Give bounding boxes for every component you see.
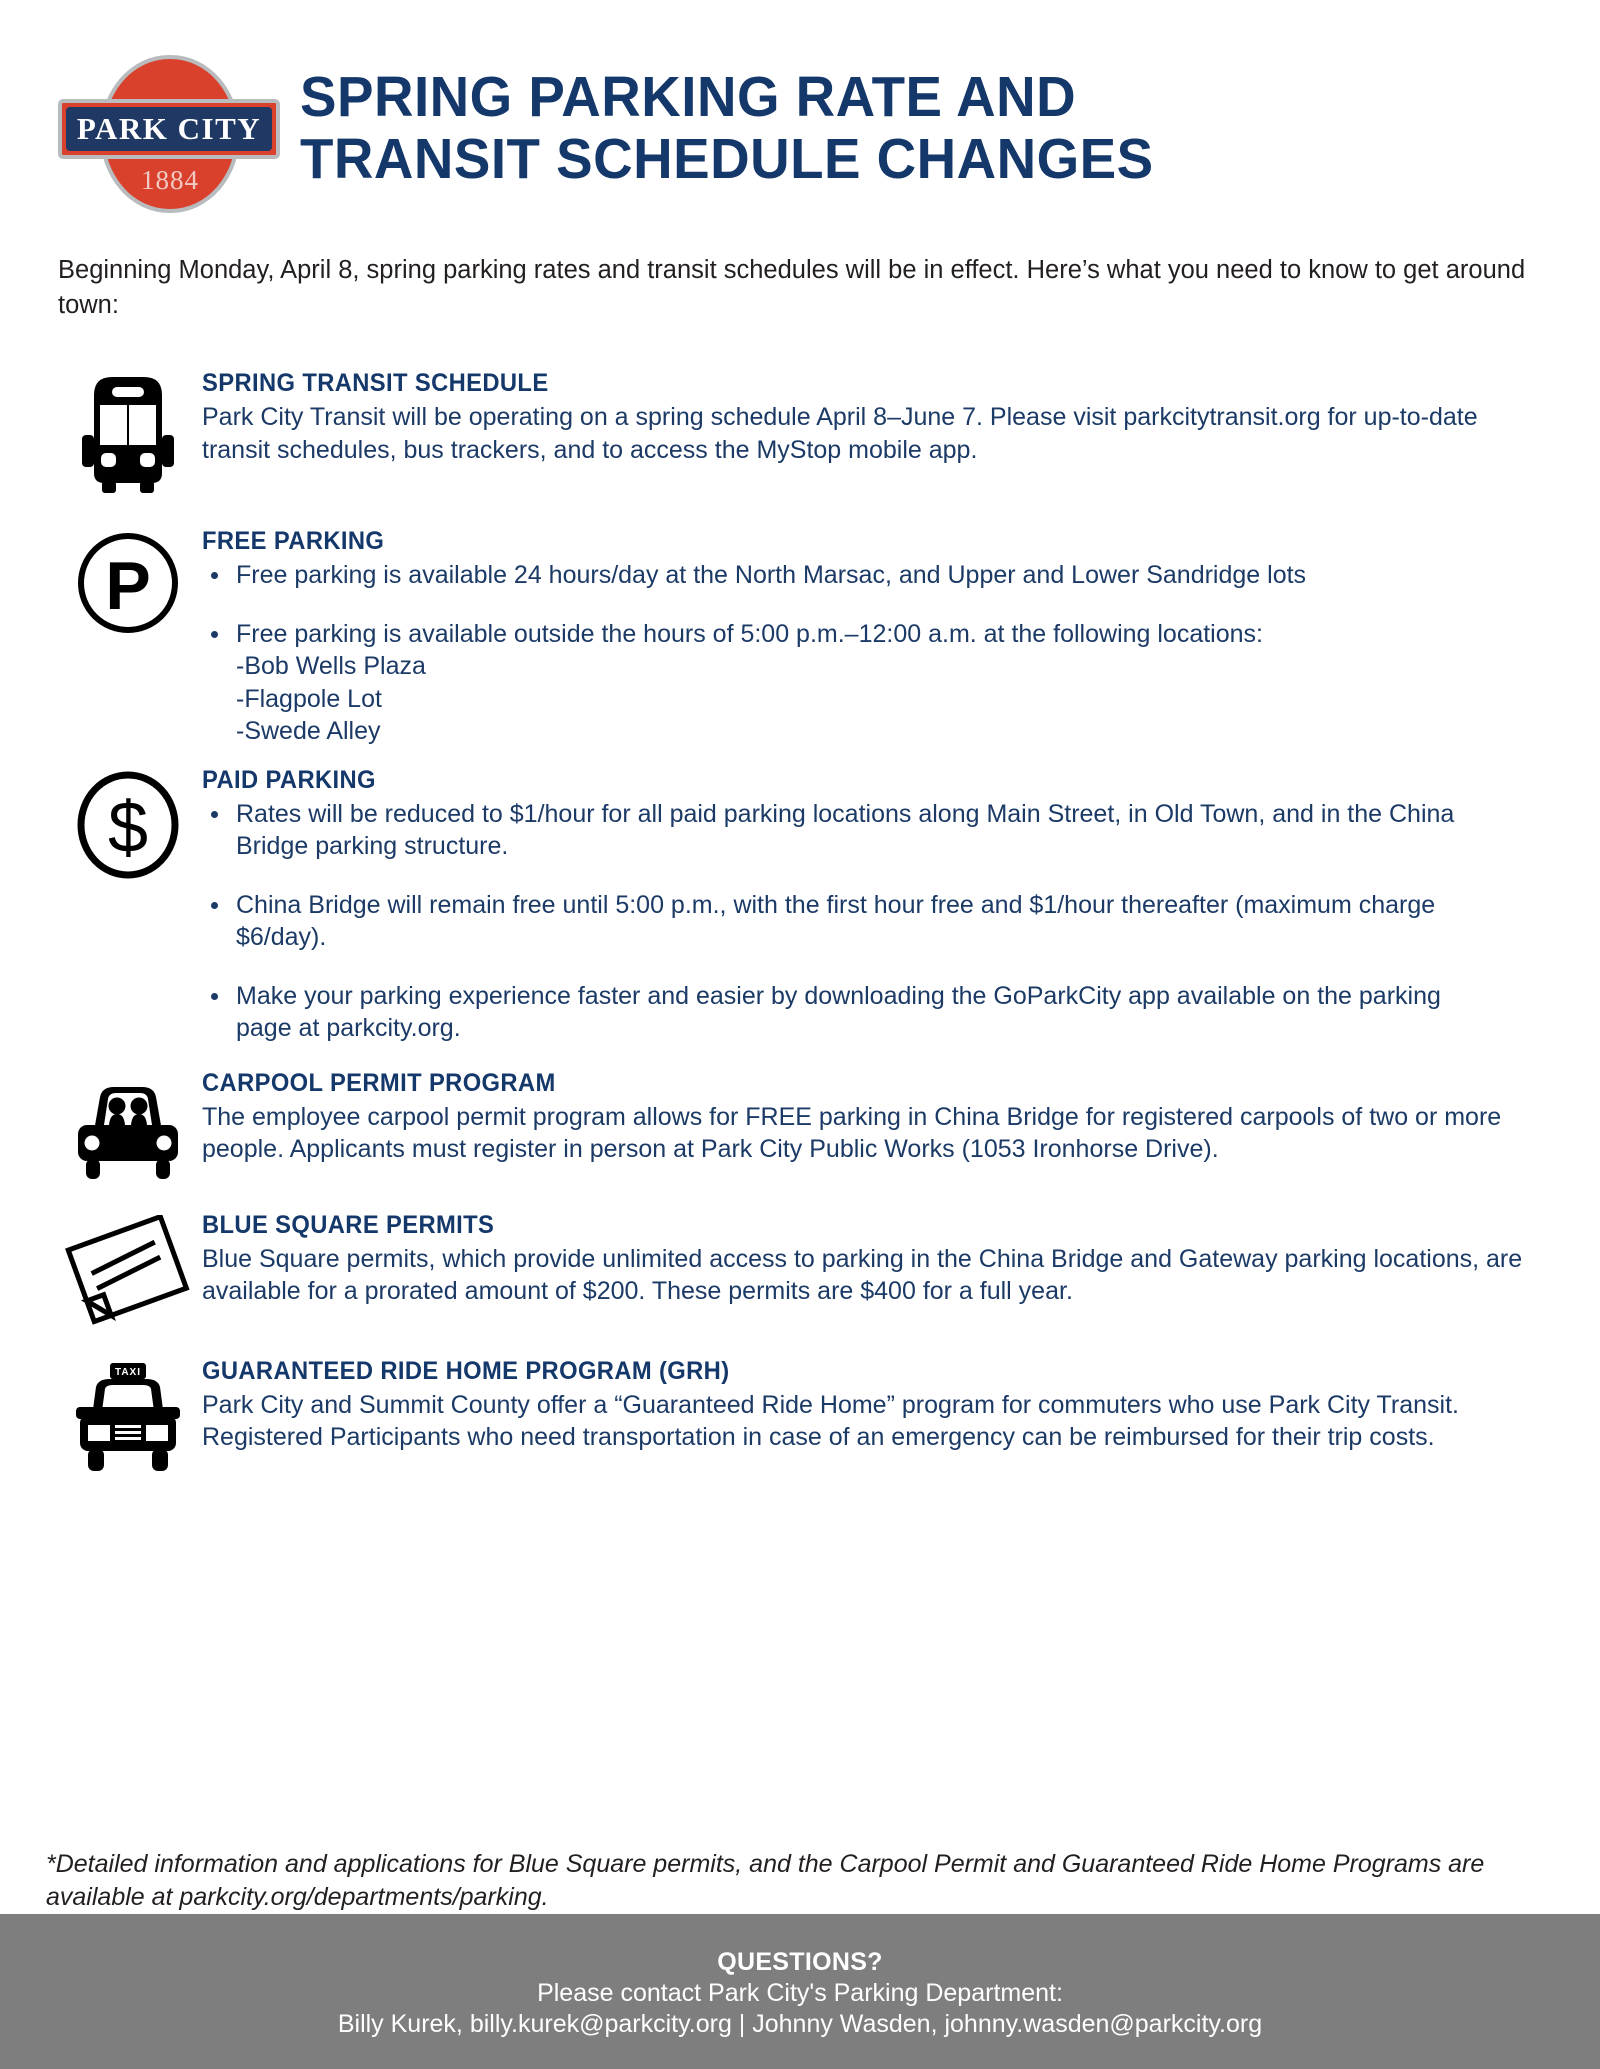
logo-banner xyxy=(58,99,280,159)
footer-heading: QUESTIONS? xyxy=(717,1947,883,1976)
list-item: Free parking is available 24 hours/day at the North Marsac, and Upper and Lower Sandridge lots xyxy=(202,559,1502,592)
free-parking-bullet-list xyxy=(202,559,1560,748)
list-item xyxy=(202,618,1502,748)
section-text-blue-square: Blue Square permits, which provide unlimited access to parking in the China Bridge and Gateway parking locations, are available for a prorated amount of $200. These permits are $400 for a full year. xyxy=(202,1244,1523,1306)
sections-list xyxy=(0,369,1600,1806)
svg-text:$: $ xyxy=(107,787,149,868)
section-body-column xyxy=(198,1069,1560,1166)
page-footer xyxy=(0,1914,1600,2069)
icon-column xyxy=(58,1357,198,1473)
logo-banner-inner xyxy=(66,107,272,151)
section-body-column xyxy=(198,369,1560,466)
section-text-spring-transit: Park City Transit will be operating on a spring schedule April 8–June 7. Please visit parkcitytransit.org for up-to-date transit schedules, bus trackers, and to access the MyStop mobile app. xyxy=(202,403,1478,464)
section-title-free-parking: FREE PARKING xyxy=(202,527,385,556)
location-item: -Bob Wells Plaza xyxy=(236,652,426,681)
carpool-car-icon xyxy=(72,1073,184,1181)
section-title-grh: GUARANTEED RIDE HOME PROGRAM (GRH) xyxy=(202,1356,730,1385)
section-free-parking xyxy=(0,527,1600,748)
page-title-line-1: SPRING PARKING RATE AND xyxy=(300,64,1077,129)
page-title-line-2: TRANSIT SCHEDULE CHANGES xyxy=(300,126,1154,191)
list-item: China Bridge will remain free until 5:00 p.m., with the first hour free and $1/hour thereafter (maximum charge $6/day). xyxy=(202,889,1502,954)
svg-text:P: P xyxy=(105,548,151,625)
section-paid-parking xyxy=(0,766,1600,1045)
location-item: -Flagpole Lot xyxy=(236,684,382,713)
intro-paragraph: Beginning Monday, April 8, spring parking rates and transit schedules will be in effect. Here’s what you need to know to get around town: xyxy=(58,256,1526,320)
section-title-paid-parking: PAID PARKING xyxy=(202,765,376,794)
page-title xyxy=(300,64,1189,198)
section-spring-transit-schedule xyxy=(0,369,1600,493)
section-text-carpool: The employee carpool permit program allows for FREE parking in China Bridge for registered carpools of two or more people. Applicants must register in person at Park City Public Works (1053 Ironhorse Drive). xyxy=(202,1102,1502,1164)
footer-emails-line: Billy Kurek, billy.kurek@parkcity.org | Johnny Wasden, johnny.wasden@parkcity.org xyxy=(337,2010,1263,2039)
park-city-logo xyxy=(52,53,282,213)
section-blue-square-permits xyxy=(0,1211,1600,1327)
footnote-text: *Detailed information and applications for Blue Square permits, and the Carpool Permit and Guaranteed Ride Home Programs are available at parkcity.org/departments/parking. xyxy=(46,1850,1485,1911)
icon-column xyxy=(58,1069,198,1181)
section-title-carpool: CARPOOL PERMIT PROGRAM xyxy=(202,1068,556,1097)
dollar-coin-icon xyxy=(76,770,180,880)
bus-icon xyxy=(80,373,176,493)
permit-document-icon xyxy=(63,1215,193,1327)
section-title-blue-square: BLUE SQUARE PERMITS xyxy=(202,1210,495,1239)
icon-column xyxy=(58,766,198,880)
section-title-spring-transit: SPRING TRANSIT SCHEDULE xyxy=(202,369,549,398)
section-body-column xyxy=(198,766,1560,1045)
section-body-column xyxy=(198,1357,1560,1454)
section-text-grh: Park City and Summit County offer a “Guaranteed Ride Home” program for commuters who use Park City Transit. Registered Participants who need transportation in case of an emergency can be reimbursed for their trip costs. xyxy=(202,1390,1459,1452)
section-carpool-permit-program xyxy=(0,1069,1600,1181)
list-item: Rates will be reduced to $1/hour for all paid parking locations along Main Street, in Old Town, and in the China Bridge parking structure. xyxy=(202,798,1502,863)
section-body-column xyxy=(198,1211,1560,1308)
list-item: Make your parking experience faster and easier by downloading the GoParkCity app available on the parking page at parkcity.org. xyxy=(202,980,1502,1045)
taxi-icon xyxy=(70,1361,186,1473)
parking-p-icon xyxy=(76,531,180,635)
footer-contact-line: Please contact Park City's Parking Department: xyxy=(537,1978,1063,2007)
logo-year-text: 1884 xyxy=(141,164,199,195)
icon-column xyxy=(58,527,198,635)
icon-column xyxy=(58,369,198,493)
paid-parking-bullet-list xyxy=(202,798,1560,1045)
section-guaranteed-ride-home xyxy=(0,1357,1600,1473)
logo-name-text: PARK CITY xyxy=(76,111,262,146)
svg-text:TAXI: TAXI xyxy=(114,1366,142,1378)
bullet-text: Free parking is available outside the hours of 5:00 p.m.–12:00 a.m. at the following locations: xyxy=(236,619,1263,648)
icon-column xyxy=(58,1211,198,1327)
section-body-column xyxy=(198,527,1560,748)
page-header xyxy=(0,0,1600,215)
location-item: -Swede Alley xyxy=(236,717,381,746)
